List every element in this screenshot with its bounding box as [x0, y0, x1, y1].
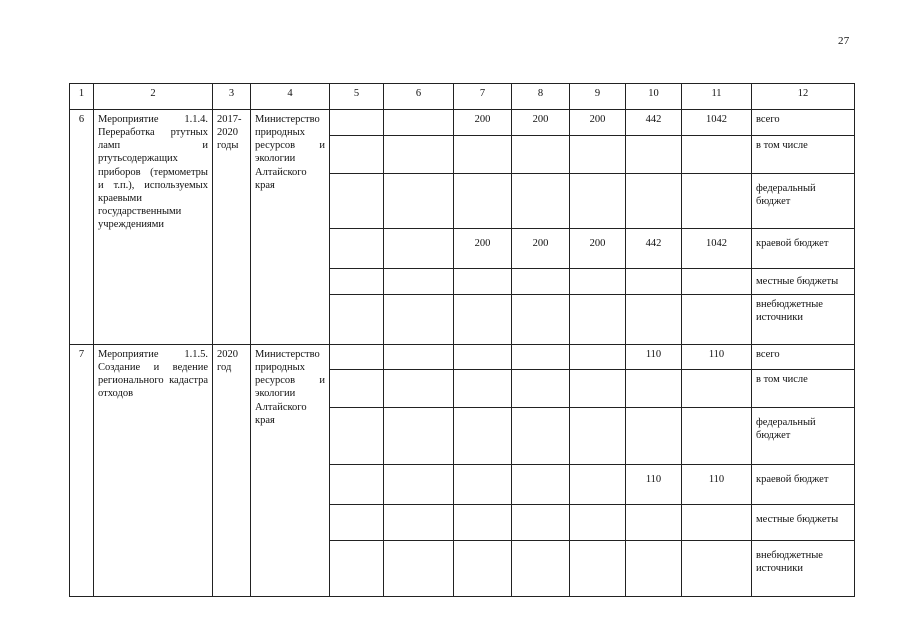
period: 2020 год [213, 345, 251, 597]
value-cell [330, 174, 384, 229]
value-cell [330, 465, 384, 505]
value-cell [384, 370, 454, 408]
header-cell: 7 [454, 84, 512, 110]
value-cell [384, 408, 454, 465]
value-cell [512, 505, 570, 541]
value-cell [570, 345, 626, 370]
value-cell [384, 136, 454, 174]
funding-source: федеральный бюджет [752, 408, 855, 465]
value-cell [626, 174, 682, 229]
value-cell [570, 408, 626, 465]
value-cell [330, 505, 384, 541]
value-cell [570, 505, 626, 541]
value-cell: 110 [682, 345, 752, 370]
header-cell: 10 [626, 84, 682, 110]
value-cell [682, 136, 752, 174]
funding-source: федеральный бюджет [752, 174, 855, 229]
value-cell [454, 295, 512, 345]
value-cell [384, 269, 454, 295]
funding-source: краевой бюджет [752, 465, 855, 505]
value-cell [512, 408, 570, 465]
value-cell: 110 [626, 465, 682, 505]
funding-source: внебюджетные источники [752, 295, 855, 345]
value-cell [384, 345, 454, 370]
executor: Министерство природных ресурсов и экологии Алтайского края [251, 345, 330, 597]
value-cell [330, 229, 384, 269]
value-cell [330, 295, 384, 345]
funding-source: всего [752, 345, 855, 370]
value-cell [570, 295, 626, 345]
header-cell: 3 [213, 84, 251, 110]
table-row [70, 110, 855, 136]
value-cell [384, 541, 454, 597]
funding-source: в том числе [752, 136, 855, 174]
value-cell: 442 [626, 229, 682, 269]
funding-source: местные бюджеты [752, 269, 855, 295]
value-cell [512, 465, 570, 505]
value-cell [626, 505, 682, 541]
table-row [70, 345, 855, 370]
header-cell: 2 [94, 84, 213, 110]
value-cell [454, 465, 512, 505]
value-cell: 200 [570, 229, 626, 269]
value-cell: 200 [454, 229, 512, 269]
value-cell [626, 541, 682, 597]
value-cell: 110 [626, 345, 682, 370]
value-cell [330, 541, 384, 597]
value-cell: 200 [512, 229, 570, 269]
value-cell [682, 295, 752, 345]
value-cell: 1042 [682, 110, 752, 136]
header-cell: 8 [512, 84, 570, 110]
value-cell [330, 110, 384, 136]
value-cell [626, 295, 682, 345]
value-cell [330, 345, 384, 370]
header-cell: 6 [384, 84, 454, 110]
value-cell: 110 [682, 465, 752, 505]
value-cell [454, 505, 512, 541]
header-cell: 11 [682, 84, 752, 110]
value-cell [384, 465, 454, 505]
value-cell [626, 408, 682, 465]
value-cell [512, 269, 570, 295]
value-cell [454, 370, 512, 408]
value-cell [682, 370, 752, 408]
value-cell [682, 269, 752, 295]
value-cell [570, 174, 626, 229]
value-cell [330, 370, 384, 408]
event-name: Мероприятие 1.1.5. Создание и ведение регионального кадастра отходов [94, 345, 213, 597]
value-cell [626, 136, 682, 174]
value-cell [330, 408, 384, 465]
funding-source: краевой бюджет [752, 229, 855, 269]
header-cell: 1 [70, 84, 94, 110]
value-cell [512, 541, 570, 597]
page-number: 27 [838, 35, 850, 47]
event-name: Мероприятие 1.1.4. Переработка ртутных ламп и ртутьсодержащих приборов (термометры и т.п.), используемых краевыми государственными учреждениями [94, 110, 213, 345]
value-cell [384, 174, 454, 229]
value-cell [454, 174, 512, 229]
value-cell [682, 541, 752, 597]
funding-source: в том числе [752, 370, 855, 408]
value-cell [682, 408, 752, 465]
value-cell [512, 174, 570, 229]
value-cell [330, 269, 384, 295]
value-cell [384, 505, 454, 541]
value-cell [570, 136, 626, 174]
value-cell [454, 408, 512, 465]
value-cell [454, 345, 512, 370]
value-cell [384, 110, 454, 136]
header-cell: 12 [752, 84, 855, 110]
value-cell [330, 136, 384, 174]
value-cell [454, 541, 512, 597]
value-cell [512, 136, 570, 174]
value-cell [512, 295, 570, 345]
value-cell: 442 [626, 110, 682, 136]
funding-source: внебюджетные источники [752, 541, 855, 597]
header-cell: 9 [570, 84, 626, 110]
value-cell [454, 136, 512, 174]
value-cell: 200 [570, 110, 626, 136]
value-cell: 200 [454, 110, 512, 136]
value-cell [570, 370, 626, 408]
value-cell [570, 541, 626, 597]
value-cell [512, 370, 570, 408]
value-cell [570, 269, 626, 295]
funding-source: местные бюджеты [752, 505, 855, 541]
header-row [70, 84, 855, 110]
value-cell [454, 269, 512, 295]
value-cell [570, 465, 626, 505]
value-cell [626, 370, 682, 408]
funding-source: всего [752, 110, 855, 136]
row-number: 6 [70, 110, 94, 345]
value-cell [384, 295, 454, 345]
value-cell [682, 174, 752, 229]
period: 2017-2020 годы [213, 110, 251, 345]
program-table [69, 83, 855, 597]
value-cell: 200 [512, 110, 570, 136]
row-number: 7 [70, 345, 94, 597]
value-cell [512, 345, 570, 370]
header-cell: 4 [251, 84, 330, 110]
value-cell: 1042 [682, 229, 752, 269]
value-cell [626, 269, 682, 295]
executor: Министерство природных ресурсов и экологии Алтайского края [251, 110, 330, 345]
value-cell [682, 505, 752, 541]
header-cell: 5 [330, 84, 384, 110]
value-cell [384, 229, 454, 269]
